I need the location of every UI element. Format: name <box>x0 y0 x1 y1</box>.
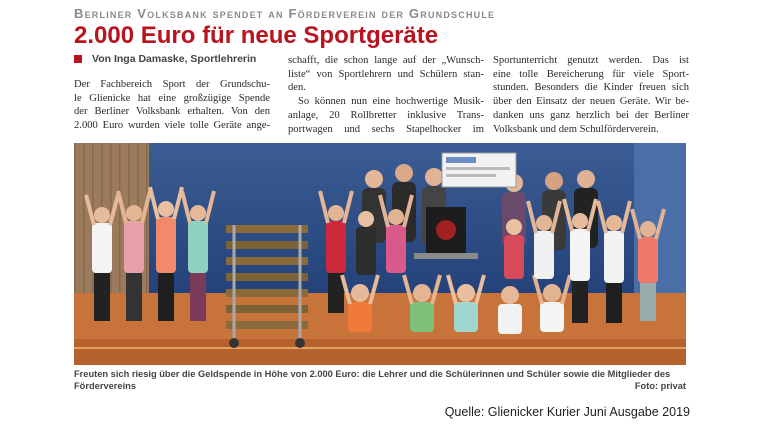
column-line: So können nun eine hochwertige Musik- <box>298 96 484 108</box>
article-headline: 2.000 Euro für neue Sportgeräte <box>74 22 439 49</box>
byline-text: Von Inga Damaske, Sportlehrerin <box>92 53 257 65</box>
caption-text: Freuten sich riesig über die Geldspende in Höhe von 2.000 Euro: die Lehrer und die Schülerinnen und Schüler sowie die Mitglieder des Fördervereins <box>74 369 671 391</box>
column-line: der Berliner Volksbank erhalten. Von den <box>74 106 270 118</box>
column-line: le Glienicke hat eine großzügige Spende <box>74 92 270 104</box>
article-column-1 <box>74 78 270 133</box>
photo-caption <box>74 368 686 392</box>
group-photo <box>74 143 686 365</box>
column-line: stunden. Besonders die Kinder freuen sich <box>493 82 689 94</box>
column-line: portwagen und sechs Stapelhocker im <box>288 123 484 135</box>
gym-group-photo-illustration <box>74 143 686 365</box>
column-line: schafft, die schon lange auf der „Wunsch- <box>288 55 484 66</box>
article-kicker: Berliner Volksbank spendet an Förderverein der Grundschule <box>74 6 496 21</box>
column-line: Volksbank und dem Schulförderverein. <box>493 123 659 135</box>
column-line: Sportunterricht genutzt werden. Das ist <box>493 55 689 66</box>
source-note: Quelle: Glienicker Kurier Juni Ausgabe 2019 <box>444 405 690 419</box>
photo-credit: Foto: privat <box>634 381 686 391</box>
column-line: liste“ von Sportlehrern und Schülern stan- <box>288 68 484 80</box>
article-column-3 <box>493 54 689 136</box>
column-line: eine tolle Bereicherung für viele Sport- <box>493 68 689 80</box>
column-line: danken uns ganz herzlich bei der Berliner <box>493 109 689 121</box>
byline-marker-icon <box>74 55 82 63</box>
column-line: 2.000 Euro wurden viele tolle Geräte ange- <box>74 120 270 132</box>
column-line: Der Fachbereich Sport der Grundschu- <box>74 79 270 90</box>
column-line: den. <box>288 82 306 94</box>
article-byline <box>74 53 256 65</box>
column-line: anlage, 20 Rollbretter inklusive Trans- <box>288 109 484 121</box>
column-line: über den Einsatz der neuen Geräte. Wir be- <box>493 96 689 108</box>
article-column-2 <box>288 54 484 136</box>
